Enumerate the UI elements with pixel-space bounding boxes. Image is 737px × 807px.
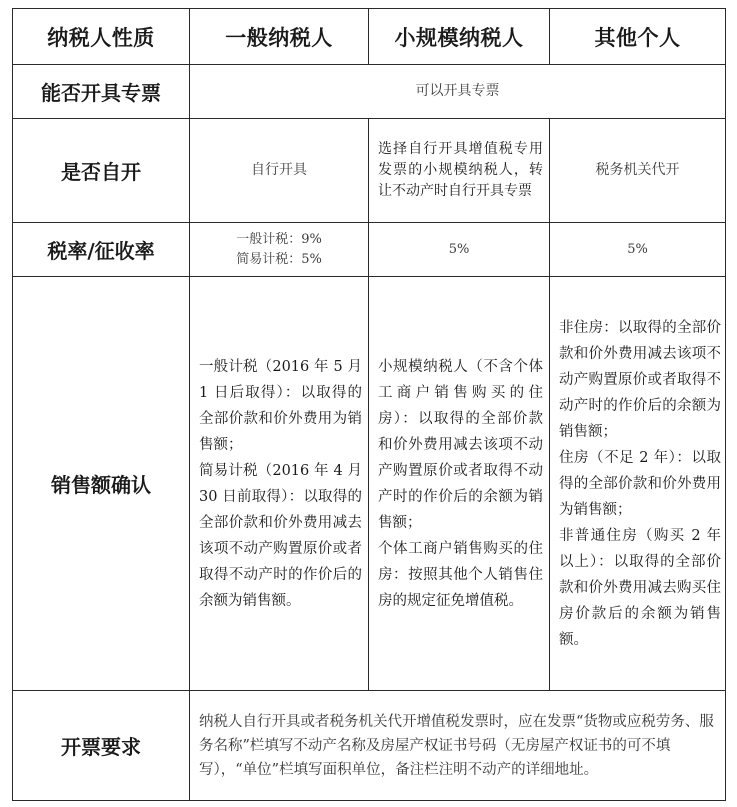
sales-individual xyxy=(550,277,726,691)
special-invoice-value: 可以开具专票 xyxy=(190,65,726,119)
self-issue-small-text: 选择自行开具增值税专用发票的小规模纳税人，转让不动产时自行开具专票 xyxy=(378,141,543,199)
sales-general-text: 一般计税（2016 年 5 月 1 日后取得）：以取得的全部价款和价外费用为销售额； 简易计税（2016 年 4 月 30 日前取得）：以取得的全部价款和价外费用减去该项不动产购置原价或者取得不动产时的作价后的余额为销售额。 xyxy=(199,358,362,609)
label-sales: 销售额确认 xyxy=(13,277,190,691)
rate-general xyxy=(190,223,369,277)
self-issue-individual: 税务机关代开 xyxy=(550,119,726,223)
rate-individual: 5% xyxy=(550,223,726,277)
header-general-taxpayer: 一般纳税人 xyxy=(190,9,369,65)
header-row xyxy=(13,9,726,65)
vat-comparison-table xyxy=(12,8,726,801)
header-small-scale-taxpayer: 小规模纳税人 xyxy=(369,9,550,65)
row-special-invoice xyxy=(13,65,726,119)
header-taxpayer-type: 纳税人性质 xyxy=(13,9,190,65)
row-rate xyxy=(13,223,726,277)
sales-small xyxy=(369,277,550,691)
label-rate: 税率/征收率 xyxy=(13,223,190,277)
sales-individual-text: 非住房：以取得的全部价款和价外费用减去该项不动产购置原价或者取得不动产时的作价后的余额为销售额； 住房（不足 2 年）：以取得的全部价款和价外费用为销售额； 非普通住房（购买 2 年以上）：以取得的全部价款和价外费用减去购买住房价款后的余额为销售额。 xyxy=(559,319,721,648)
header-other-individual: 其他个人 xyxy=(550,9,726,65)
rate-small: 5% xyxy=(369,223,550,277)
label-invoice-requirements: 开票要求 xyxy=(13,691,190,801)
row-invoice-requirements xyxy=(13,691,726,801)
self-issue-small xyxy=(369,119,550,223)
rate-general-line2: 简易计税：5% xyxy=(236,251,322,267)
sales-general xyxy=(190,277,369,691)
self-issue-general: 自行开具 xyxy=(190,119,369,223)
label-special-invoice: 能否开具专票 xyxy=(13,65,190,119)
row-self-issue xyxy=(13,119,726,223)
label-self-issue: 是否自开 xyxy=(13,119,190,223)
row-sales xyxy=(13,277,726,691)
rate-general-line1: 一般计税：9% xyxy=(236,231,322,247)
sales-small-text: 小规模纳税人（不含个体工商户销售购买的住房）：以取得的全部价款和价外费用减去该项不动产购置原价或者取得不动产时的作价后的余额为销售额； 个体工商户销售购买的住房：按照其他个人销售住房的规定征免增值税。 xyxy=(378,358,543,609)
invoice-requirements-text: 纳税人自行开具或者税务机关代开增值税发票时，应在发票“货物或应税劳务、服务名称”栏填写不动产名称及房屋产权证书号码（无房屋产权证书的可不填写），“单位”栏填写面积单位，备注栏注明不动产的详细地址。 xyxy=(199,713,714,778)
invoice-requirements-value xyxy=(190,691,726,801)
